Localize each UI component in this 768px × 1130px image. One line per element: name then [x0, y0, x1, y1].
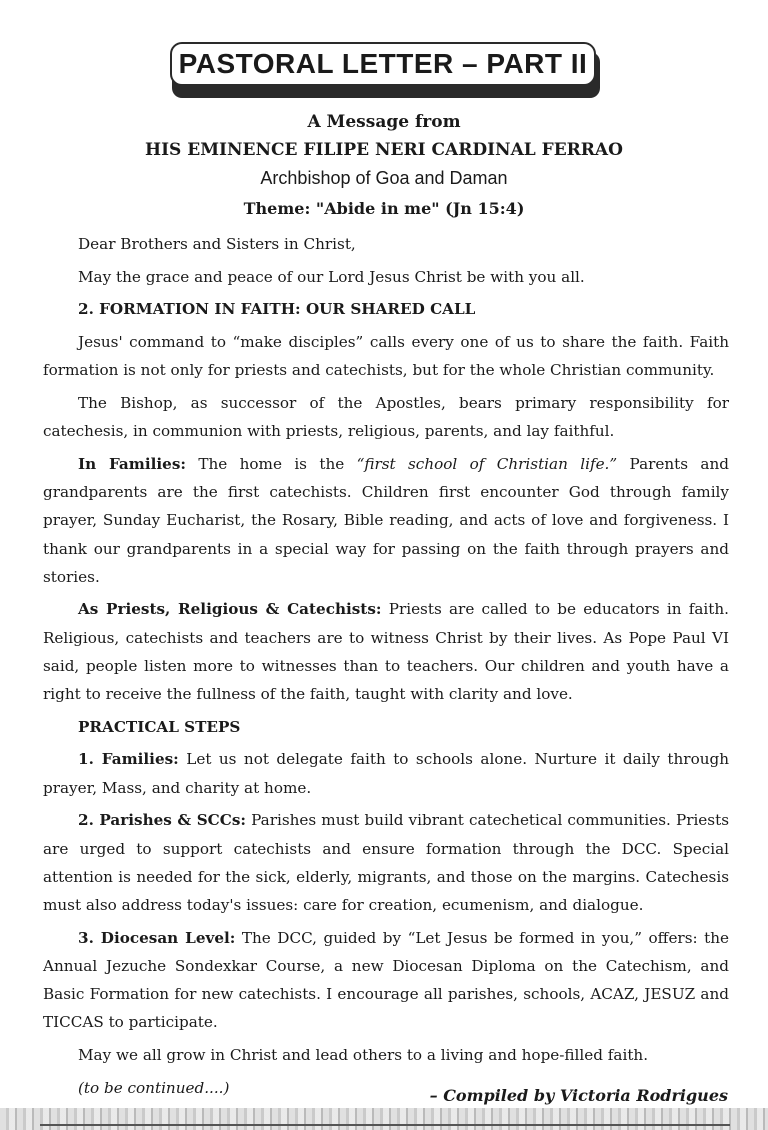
header-from: A Message from — [307, 112, 461, 132]
letter-header — [0, 108, 768, 226]
paragraph-2: The Bishop, as successor of the Apostles, bears primary responsibility for catechesis, in communion with priests, religious, parents, and lay faithful. — [43, 394, 729, 441]
paragraph-families — [43, 450, 729, 591]
header-author-name: HIS EMINENCE FILIPE NERI CARDINAL FERRAO — [145, 140, 623, 160]
step-1 — [43, 745, 729, 801]
continued-note: (to be continued....) — [78, 1078, 230, 1097]
header-author-role: Archbishop of Goa and Daman — [260, 168, 508, 188]
families-text: Parents and grandparents are the first catechists. Children first encounter God through family prayer, Sunday Eucharist, the Rosary, Bible reading, and acts of love and forgiveness. I thank our grandparents in a special way for passing on the faith through prayers and stories. — [43, 454, 729, 586]
footer-divider — [40, 1124, 730, 1126]
blessing: May the grace and peace of our Lord Jesus Christ be with you all. — [78, 267, 585, 286]
families-label: In Families: — [78, 454, 186, 473]
steps-heading: PRACTICAL STEPS — [78, 717, 241, 736]
step-1-label: 1. Families: — [78, 750, 179, 769]
section-heading: 2. FORMATION IN FAITH: OUR SHARED CALL — [78, 300, 476, 319]
letter-body — [43, 230, 729, 1106]
families-quote: “first school of Christian life.” — [356, 454, 618, 473]
title-banner — [168, 42, 604, 100]
step-2-label: 2. Parishes & SCCs: — [78, 811, 247, 830]
credit-line: – Compiled by Victoria Rodrigues — [429, 1086, 728, 1105]
page-title: PASTORAL LETTER – PART II — [170, 42, 596, 86]
priests-label: As Priests, Religious & Catechists: — [78, 600, 382, 619]
paragraph-1: Jesus' command to “make disciples” calls every one of us to share the faith. Faith formation is not only for priests and catechists, but for the whole Christian community. — [43, 333, 729, 380]
step-3-label: 3. Diocesan Level: — [78, 928, 236, 947]
priests-text: Priests are called to be educators in faith. Religious, catechists and teachers are to witness Christ by their lives. As Pope Paul VI said, people listen more to witnesses than to teachers. Our children and youth have a right to receive the fullness of the faith, taught with clarity and love. — [43, 600, 729, 704]
step-2 — [43, 806, 729, 919]
step-3 — [43, 924, 729, 1037]
step-3-text: The DCC, guided by “Let Jesus be formed in you,” offers: the Annual Jezuche Sondexkar Course, a new Diocesan Diploma on the Catechism, and Basic Formation for new catechists. I encourage all parishes, schools, ACAZ, JESUZ and TICCAS to participate. — [43, 928, 729, 1032]
closing: May we all grow in Christ and lead others to a living and hope-filled faith. — [78, 1045, 649, 1064]
greeting: Dear Brothers and Sisters in Christ, — [78, 235, 356, 253]
header-theme: Theme: "Abide in me" (Jn 15:4) — [243, 199, 525, 218]
footer-decoration — [0, 1108, 768, 1130]
paragraph-priests — [43, 595, 729, 708]
step-1-text: Let us not delegate faith to schools alone. Nurture it daily through prayer, Mass, and charity at home. — [43, 750, 729, 797]
families-pre: The home is the — [185, 454, 357, 473]
step-2-text: Parishes must build vibrant catechetical communities. Priests are urged to support catechists and ensure formation through the DCC. Special attention is needed for the sick, elderly, migrants, and those on the margins. Catechesis must also address today's issues: care for creation, ecumenism, and dialogue. — [43, 811, 729, 914]
